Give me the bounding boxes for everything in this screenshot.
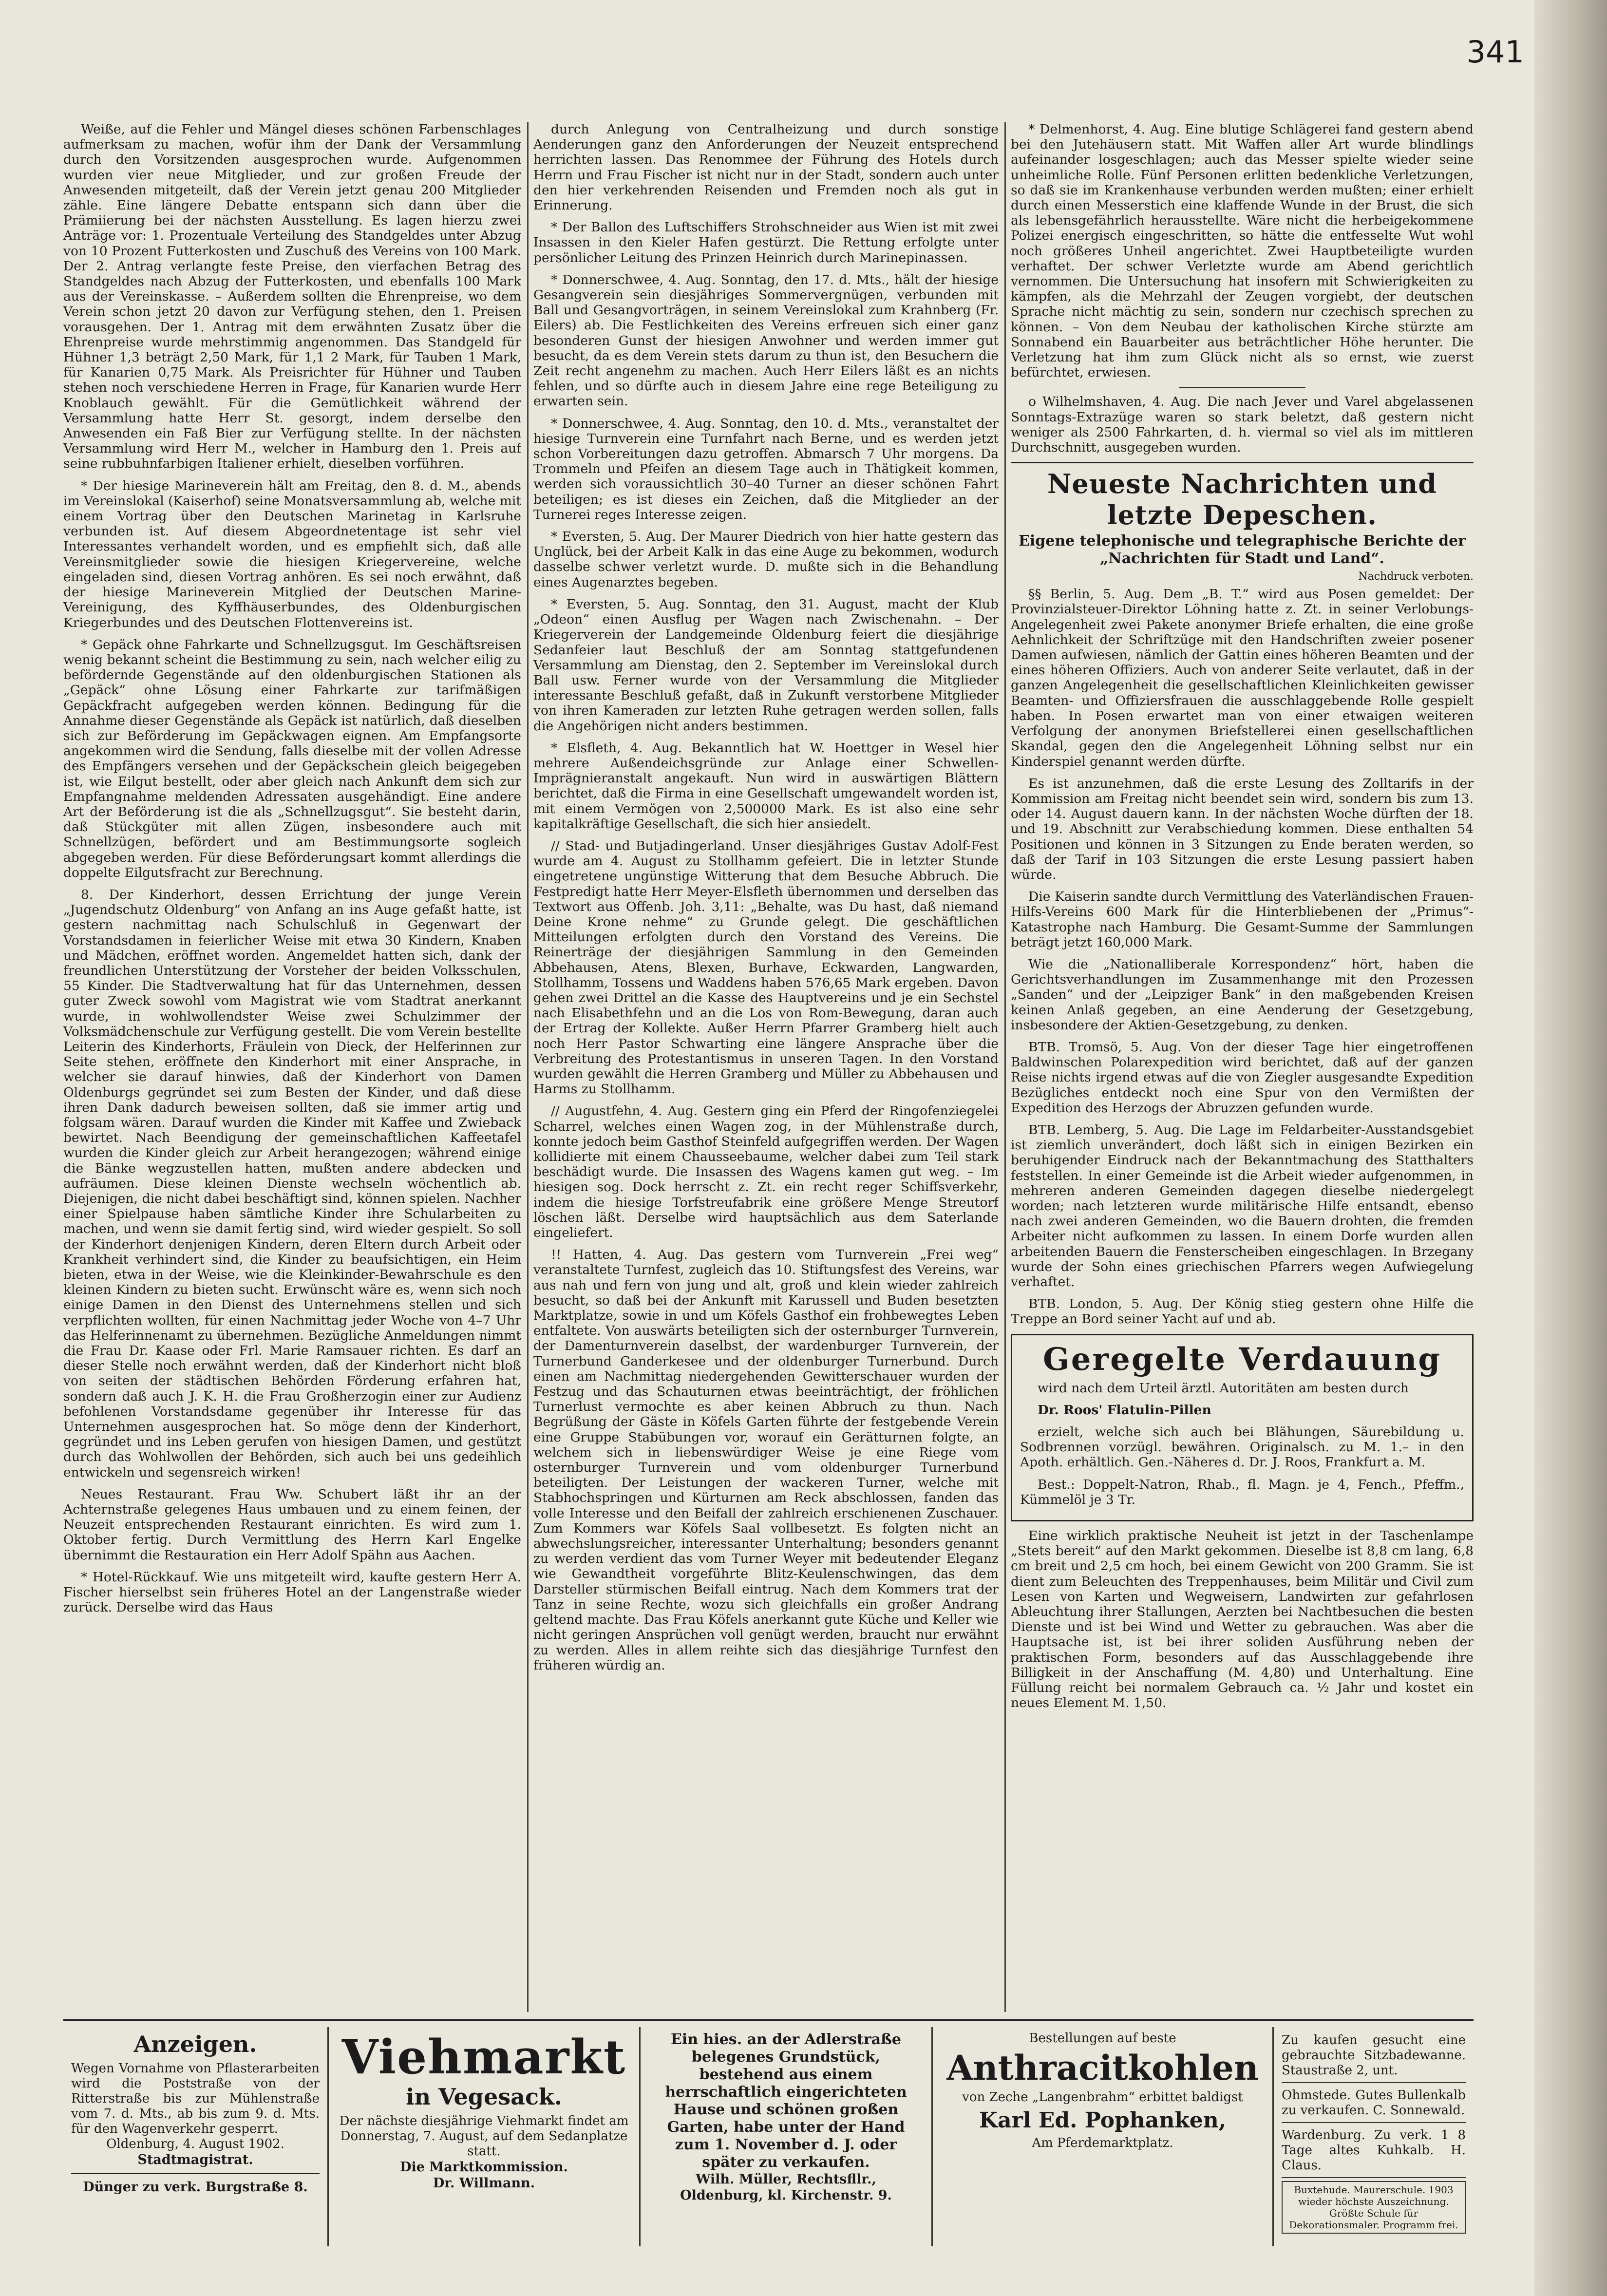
news-subhead: Eigene telephonische und telegraphische Berichte der „Nachrichten für Stadt und Land“. (1019, 532, 1466, 568)
article: * Der Ballon des Luftschiffers Strohschneider aus Wien ist mit zwei Insassen in den Kieler Hafen gestürzt. Die Rettung erfolgte unter persönlicher Leitung des Prinzen Heinrich durch Marinepinassen. (533, 220, 999, 266)
ad-text: Wegen Vornahme von Pflasterarbeiten wird die Poststraße von der Ritterstraße bis zur Mühlenstraße vom 7. d. Mts., ab bis zum 9. d. Mts. für den Wagenverkehr gesperrt. (71, 2061, 320, 2136)
article: * Der hiesige Marineverein hält am Freitag, den 8. d. M., abends im Vereinslokal (Kaiserhof) seine Monatsversammlung ab, welche mit einem Vortrag über den Deutschen Marinetag in Karlsruhe verbunden ist. Auf diesem Abgeordnetentage ist sehr viel Interessantes verhandelt worden, und es empfiehlt sich, daß alle Vereinsmitglieder sowie die hiesigen Kriegervereine, welche eingeladen sind, diesen Vortrag anhören. Es sei noch erwähnt, daß der hiesige Marineverein Mitglied der Deutschen Marine-Vereinigung, des Kyffhäuserbundes, des Oldenburgischen Kriegerbundes und des Deutschen Flottenvereins ist. (63, 478, 521, 630)
news-item: Die Kaiserin sandte durch Vermittlung des Vaterländischen Frauen-Hilfs-Vereins 600 Mark für die Hinterbliebenen der „Primus“-Katastrophe nach Hamburg. Die Gesamt-Summe der Sammlungen beträgt jetzt 160,000 Mark. (1011, 889, 1474, 950)
news-item: BTB. London, 5. Aug. Der König stieg gestern ohne Hilfe die Treppe an Bord seiner Yacht auf und ab. (1011, 1296, 1474, 1327)
ad-signature: Stadtmagistrat. (137, 2152, 253, 2167)
news-item: Es ist anzunehmen, daß die erste Lesung des Zolltarifs in der Kommission am Freitag nicht beendet sein wird, sondern bis zum 13. oder 14. August dauern kann. In der nächsten Woche dürften der 18. und 19. Abschnitt zur Verabschiedung kommen. Diese enthalten 54 Positionen und können in 3 Sitzungen zu Ende beraten werden, so daß der Tarif in 103 Sitzungen die erste Lesung passiert haben würde. (1011, 776, 1474, 882)
classified-item: Buxtehude. Maurerschule. 1903 wieder höchste Auszeichnung. Größte Schule für Dekorationsmaler. Programm frei. (1289, 2184, 1458, 2231)
news-headline: Neueste Nachrichten und letzte Depeschen. (1047, 468, 1437, 531)
ad-viehmarkt (329, 2027, 641, 2246)
column-rule (527, 122, 529, 2012)
ad-small: Dünger zu verk. Burgstraße 8. (83, 2180, 308, 2195)
ads-row (63, 2019, 1474, 2250)
article: * Elsfleth, 4. Aug. Bekanntlich hat W. Hoettger in Wesel hier mehrere Außendeichsgründe zur Anlage einer Schwellen-Imprägnieranstalt angekauft. Nun wird in auswärtigen Blättern berichtet, daß die Firma in eine Gesellschaft umgewandelt worden ist, mit einem Vermögen von 2,500000 Mark. Es ist also eine sehr kapitalkräftige Gesellschaft, die sich hier ansiedelt. (533, 740, 999, 832)
ad-text: Bestellungen auf beste (1029, 2031, 1176, 2046)
article: * Eversten, 5. Aug. Sonntag, den 31. August, macht der Klub „Odeon“ einen Ausflug per Wagen nach Zwischenahn. – Der Kriegerverein der Landgemeinde Oldenburg feiert die diesjährige Sedanfeier laut Beschluß der am Sonntag stattgefundenen Versammlung am Dienstag, den 2. September im Vereinslokal durch Ball usw. Ferner wurde von der Versammlung die Mitglieder interessante Beschluß gefaßt, daß in Zukunft verstorbene Mitglieder von ihren Kameraden zur letzten Ruhe getragen werden sollen, falls die Angehörigen nicht anders bestimmen. (533, 596, 999, 734)
column-1 (63, 122, 521, 2012)
article: Weiße, auf die Fehler und Mängel dieses schönen Farbenschlages aufmerksam zu machen, wofür ihm der Dank der Versammlung durch den Vorsitzenden ausgesprochen wurde. Aufgenommen wurden vier neue Mitglieder, und zur großen Freude der Anwesenden mitgeteilt, daß der Verein jetzt genau 200 Mitglieder zähle. Eine längere Debatte entspann sich dann über die Prämiierung bei der nächsten Ausstellung. Es lagen hierzu zwei Anträge vor: 1. Prozentuale Verteilung des Standgeldes unter Abzug von 10 Prozent Futterkosten und Zuschuß des Vereins von 100 Mark. Der 2. Antrag verlangte feste Preise, den vierfachen Betrag des Standgeldes nach Abzug der Futterkosten, und ebenfalls 100 Mark aus der Vereinskasse. – Außerdem sollten die Ehrenpreise, wo dem Verein schon jetzt 20 davon zur Verfügung stehen, den 1. Preisen vorausgehen. Der 1. Antrag mit dem erwähnten Zusatz über die Ehrenpreise wurde mehrstimmig angenommen. Das Standgeld für Hühner 1,3 beträgt 2,50 Mark, für 1,1 2 Mark, für Tauben 1 Mark, für Kanarien 0,75 Mark. Als Preisrichter für Hühner und Tauben stehen noch verschiedene Herren in Frage, für Kanarien wurde Herr Knoblauch gewählt. Für die Gemütlichkeit während der Versammlung hatte Herr St. gesorgt, indem derselbe den Anwesenden ein Faß Bier zur Verfügung stellte. In der nächsten Versammlung wird Herr M., welcher in Hamburg den 1. Preis auf seine rubbuhnfarbigen Italiener erhielt, dieselben vorführen. (63, 122, 521, 472)
article: * Eversten, 5. Aug. Der Maurer Diedrich von hier hatte gestern das Unglück, bei der Arbeit Kalk in das eine Auge zu bekommen, wodurch dasselbe schwer verletzt wurde. D. mußte sich in die Behandlung eines Augenarztes begeben. (533, 529, 999, 590)
article: * Delmenhorst, 4. Aug. Eine blutige Schlägerei fand gestern abend bei den Jutehäusern statt. Mit Waffen aller Art wurde blindlings aufeinander losgeschlagen; auch das Messer spielte wieder seine unheimliche Rolle. Fünf Personen erlitten bedenkliche Verletzungen, so daß sie im Krankenhause verbunden werden mußten; einer erhielt durch einen Messerstich eine klaffende Wunde in der Brust, die sich als lebensgefährlich herausstellte. Wäre nicht die herbeigekommene Polizei energisch eingeschritten, so hätte die entfesselte Wut wohl noch größeres Unheil angerichtet. Zwei Hauptbeteiligte wurden verhaftet. Der schwer Verletzte wurde am Abend gerichtlich vernommen. Die Untersuchung hat insofern mit Schwierigkeiten zu kämpfen, als die Mehrzahl der Zeugen vorgiebt, der deutschen Sprache nicht mächtig zu sein, sondern nur czechisch sprechen zu können. – Von dem Neubau der katholischen Kirche stürzte am Sonnabend ein Bauarbeiter aus beträchtlicher Höhe herunter. Die Verletzung hat ihm zum Glück nicht als so ernst, wie zuerst befürchtet, erwiesen. (1011, 122, 1474, 380)
short-rule (1179, 387, 1305, 388)
news-item: §§ Berlin, 5. Aug. Dem „B. T.“ wird aus Posen gemeldet: Der Provinzialsteuer-Direktor Löhning hatte z. Zt. in seiner Verlobungs-Angelegenheit zwei Pakete anonymer Briefe erhalten, die eine große Aehnlichkeit der Schriftzüge mit den Handschriften zweier posener Damen aufwiesen, nämlich der Gattin eines höheren Beamten und der eines höheren Offiziers. Auch von anderer Seite verlautet, daß in der ganzen Angelegenheit die gesellschaftlichen Kleinlichkeiten gewisser Beamten- und Offiziersfrauen die ausschlaggebende Rolle gespielt haben. In Posen erwartet man von einer etwaigen weiteren Verfolgung der anonymen Briefstellerei einen gesellschaftlichen Skandal, gegen den die Angelegenheit Löhning selbst nur ein Kinderspiel genannt werden dürfte. (1011, 587, 1474, 769)
ad-text: Ein hies. an der Adlerstraße belegenes Grundstück, bestehend aus einem herrschaftlich eingerichteten Hause und schönen großen Garten, habe unter der Hand zum 1. November d. J. oder später zu verkaufen. (665, 2031, 907, 2171)
column-rule (1004, 122, 1006, 2012)
article: // Stad- und Butjadingerland. Unser diesjähriges Gustav Adolf-Fest wurde am 4. August zu Stollhamm gefeiert. Die in letzter Stunde eingetretene ungünstige Witterung that dem Besuche Abbruch. Die Festpredigt hatte Herr Meyer-Elsfleth übernommen und derselben das Textwort aus Offenb. Joh. 3,11: „Behalte, was Du hast, daß niemand Deine Krone nehme“ zu Grunde gelegt. Die geschäftlichen Mitteilungen erfolgten durch den Vorstand des Vereins. Die Reinerträge der diesjährigen Sammlung in den Gemeinden Abbehausen, Atens, Blexen, Burhave, Eckwarden, Langwarden, Stollhamm, Tossens und Waddens haben 576,65 Mark ergeben. Davon gehen zwei Drittel an die Kasse des Hauptvereins und je ein Sechstel nach Elisabethfehn und an die Los von Rom-Bewegung, daran auch der Ertrag der Kollekte. Außer Herrn Pfarrer Gramberg hielt auch noch Herr Pastor Schwarting eine längere Ansprache über die Verbreitung des Protestantismus in unseren Tagen. In den Vorstand wurden gewählt die Herren Gramberg und Müller zu Abbehausen und Harms zu Stollhamm. (533, 838, 999, 1097)
ad-kohlen (933, 2027, 1274, 2246)
article: Eine wirklich praktische Neuheit ist jetzt in der Taschenlampe „Stets bereit“ auf den Markt gekommen. Dieselbe ist 8,8 cm lang, 6,8 cm breit und 2,5 cm hoch, bei einem Gewicht von 200 Gramm. Sie ist dient zum Beleuchten des Treppenhauses, beim Militär und Civil zum Lesen von Karten und Wegweisern, Landwirten zur gefahrlosen Ableuchtung ihrer Stallungen, Aerzten bei Nachtbesuchen die besten Dienste und ist bei Wind und Wetter zu gebrauchen. Was aber die Hauptsache ist, ist bei ihrer soliden Ausführung neben der praktischen Form, besonders auf das Ausschlaggebende ihre Billigkeit in der Anschaffung (M. 4,80) und Unterhaltung. Eine Füllung reicht bei normalem Gebrauch ca. ½ Jahr und kostet ein neues Element M. 1,50. (1011, 1528, 1474, 1711)
page-edge (1534, 0, 1607, 2296)
news-item: BTB. Lemberg, 5. Aug. Die Lage im Feldarbeiter-Ausstandsgebiet ist ziemlich unverändert, doch läßt sich in einigen Bezirken ein beruhigender Eindruck nach der Bekanntmachung des Statthalters feststellen. In einer Gemeinde ist die Arbeit wieder aufgenommen, in mehreren anderen Gemeinden dagegen dieselbe niedergelegt worden; nach letzteren wurde militärische Hilfe entsandt, ebenso nach zwei anderen Gemeinden, wo die Bauern drohten, die fremden Arbeiter nicht aufkommen zu lassen. In einem Dorfe wurden allen arbeitenden Bauern die Fensterscheiben eingeschlagen. In Brzegany wurde der Sohn eines griechischen Pfarrers wegen Aufwiegelung verhaftet. (1011, 1122, 1474, 1290)
ad-text: Der nächste diesjährige Viehmarkt findet am Donnerstag, 7. August, auf dem Sedanplatze statt. (339, 2114, 629, 2159)
ad-title: Anthracitkohlen (946, 2048, 1259, 2088)
ad-signature: Dr. Willmann. (433, 2176, 535, 2191)
classified-item: Zu kaufen gesucht eine gebrauchte Sitzbadewanne. Staustraße 2, unt. (1282, 2031, 1466, 2083)
advert-text: wird nach dem Urteil ärztl. Autoritäten am besten durch (1038, 1380, 1409, 1396)
advert-brand: Dr. Roos' Flatulin-Pillen (1038, 1402, 1211, 1418)
section-rule (1011, 462, 1474, 463)
reprint-notice: Nachdruck verboten. (1358, 570, 1474, 583)
article: * Donnerschwee, 4. Aug. Sonntag, den 17. d. Mts., hält der hiesige Gesangverein sein diesjähriges Sommervergnügen, verbunden mit Ball und Gesangvorträgen, in seinem Vereinslokal zum Krahnberg (Fr. Eilers) ab. Die Festlichkeiten des Vereins erfreuen sich einer ganz besonderen Gunst der hiesigen Anwohner und werden immer gut besucht, da es dem Verein stets darum zu thun ist, den Besuchern die Zeit recht angenehm zu machen. Auch Herr Eilers läßt es an nichts fehlen, und so dürfte auch in diesem Jahre eine rege Beteiligung zu erwarten sein. (533, 272, 999, 409)
advert-text: erzielt, welche sich auch bei Blähungen, Säurebildung u. Sodbrennen vorzügl. bewähren. Originalsch. zu M. 1.– in den Apoth. erhältlich. Gen.-Näheres d. Dr. J. Roos, Frankfurt a. M. (1020, 1424, 1464, 1470)
advert-verdauung (1011, 1334, 1474, 1521)
ad-title: Anzeigen. (133, 2031, 257, 2057)
ad-rule (71, 2173, 320, 2174)
advert-title: Geregelte Verdauung (1043, 1341, 1441, 1378)
page-number: 341 (1466, 34, 1524, 70)
ad-address: Oldenburg, kl. Kirchenstr. 9. (680, 2188, 892, 2203)
article: durch Anlegung von Centralheizung und durch sonstige Aenderungen ganz den Anforderungen der Neuzeit entsprechend herrichten lassen. Das Renommee der Führung des Hotels durch Herrn und Frau Fischer ist nicht nur in der Stadt, sondern auch unter den hier verkehrenden Reisenden und Fremden noch als gut in Erinnerung. (533, 122, 999, 213)
article: * Hotel-Rückkauf. Wie uns mitgeteilt wird, kaufte gestern Herr A. Fischer hierselbst sein früheres Hotel an der Langenstraße wieder zurück. Derselbe wird das Haus (63, 1569, 521, 1615)
ad-text: von Zeche „Langenbrahm“ erbittet baldigst (962, 2090, 1243, 2105)
ad-classifieds (1274, 2027, 1474, 2246)
ad-name: Karl Ed. Pophanken, (979, 2108, 1227, 2133)
article: o Wilhelmshaven, 4. Aug. Die nach Jever und Varel abgelassenen Sonntags-Extrazüge waren so stark beletzt, daß gestern nicht weniger als 2500 Fahrkarten, d. h. viermal so viel als im mittleren Durchschnitt, ausgegeben wurden. (1011, 394, 1474, 455)
article: * Donnerschwee, 4. Aug. Sonntag, den 10. d. Mts., veranstaltet der hiesige Turnverein eine Turnfahrt nach Berne, und es werden jetzt schon Vorbereitungen dazu getroffen. Abmarsch 7 Uhr morgens. Da Trommeln und Pfeifen an diesem Tage auch in Thätigkeit kommen, werden sich voraussichtlich 30–40 Turner an dieser schönen Fahrt beteiligen; es ist dieses ein Zeichen, daß die Mitglieder an der Turnerei reges Interesse zeigen. (533, 416, 999, 522)
article: !! Hatten, 4. Aug. Das gestern vom Turnverein „Frei weg“ veranstaltete Turnfest, zugleich das 10. Stiftungsfest des Vereins, war aus nah und fern von jung und alt, groß und klein wieder zahlreich besucht, so daß bei der Ankunft mit Karussell und Buden besetzten Marktplatze, sowie in und um Köfels Gasthof ein frohbewegtes Leben entfaltete. Von auswärts beteiligten sich der osternburger Turnverein, der Damenturnverein daselbst, der wardenburger Turnverein, der Turnerbund Ganderkesee und der oldenburger Turnerbund. Durch einen am Nachmittag niedergehenden Gewitterschauer wurden der Festzug und das Schauturnen etwas beeinträchtigt, der fröhlichen Turnerlust vermochte es aber keinen Abbruch zu thun. Nach Begrüßung der Gäste in Köfels Garten führte der festgebende Verein eine Gruppe Stabübungen vor, worauf ein Gerätturnen folgte, an welchem sich in liebenswürdiger Weise je eine Riege vom osternburger Turnverein und vom oldenburger Turnerbund beteiligten. Der Leistungen der wackeren Turner, welche mit Stabhochspringen und Kürturnen am Reck abschlossen, fanden das volle Interesse und den Beifall der zahlreich erschienenen Zuschauer. Zum Kommers war Köfels Saal vollbesetzt. Es folgten nicht an abwechslungsreicher, interessanter Unterhaltung; besonders genannt zu werden verdient das vom Turner Weyer mit bedeutender Eleganz wie Gewandtheit vorgeführte Blitz-Keulenschwingen, das dem Darsteller stürmischen Beifall eintrug. Nach dem Kommers trat der Tanz in seine Rechte, wozu sich gleichfalls ein großer Andrang geltend machte. Das Frau Köfels anerkannt gute Küche und Keller wie nicht geringen Ansprüchen voll genügt werden, braucht nur erwähnt zu werden. Alles in allem reihte sich das diesjährige Turnfest den früheren würdig an. (533, 1247, 999, 1673)
classified-box (1282, 2181, 1466, 2234)
column-3 (1011, 122, 1474, 2012)
article: Neues Restaurant. Frau Ww. Schubert läßt ihr an der Achternstraße gelegenes Haus umbauen und zu einem feinen, der Neuzeit entsprechenden Restaurant einrichten. Es wird zum 1. Oktober fertig. Durch Vermittlung des Herrn Karl Engelke übernimmt die Restauration ein Herr Adolf Spähn aus Aachen. (63, 1486, 521, 1563)
ad-address: Am Pferdemarktplatz. (1032, 2136, 1173, 2150)
ad-anzeigen (63, 2027, 329, 2246)
classified-item: Wardenburg. Zu verk. 1 8 Tage altes Kuhkalb. H. Claus. (1282, 2126, 1466, 2178)
ad-signature: Wilh. Müller, Rechtsfllr., (696, 2172, 876, 2187)
article: // Augustfehn, 4. Aug. Gestern ging ein Pferd der Ringofenziegelei Scharrel, welches einen Wagen zog, in der Mühlenstraße durch, konnte jedoch beim Gasthof Steinfeld aufgegriffen werden. Der Wagen kollidierte mit einem Chausseebaume, welcher dabei zum Teil stark beschädigt wurde. Die Insassen des Wagens kamen gut weg. – Im hiesigen sog. Dock herrscht z. Zt. ein recht reger Schiffsverkehr, indem die hiesige Torfstreufabrik eine größere Menge Streutorf löschen läßt. Derselbe wird hauptsächlich aus dem Saterlande eingeliefert. (533, 1103, 999, 1241)
ad-grundstueck (641, 2027, 933, 2246)
news-item: BTB. Tromsö, 5. Aug. Von der dieser Tage hier eingetroffenen Baldwinschen Polarexpedition wird berichtet, daß auf der ganzen Reise nichts irgend etwas auf die von Ziegler ausgesandte Expedition Bezügliches entdeckt noch eine Spur von den Vermißten der Expedition des Herzogs der Abruzzen gefunden wurde. (1011, 1039, 1474, 1116)
ad-date: Oldenburg, 4. August 1902. (106, 2137, 284, 2151)
ad-signature: Die Marktkommission. (400, 2160, 568, 2175)
classified-item: Ohmstede. Gutes Bullenkalb zu verkaufen. C. Sonnewald. (1282, 2086, 1466, 2123)
ad-place: in Vegesack. (406, 2084, 562, 2110)
article: 8. Der Kinderhort, dessen Errichtung der junge Verein „Jugendschutz Oldenburg“ von Anfang an ins Auge gefaßt hatte, ist gestern nachmittag nach Schulschluß in Gegenwart der Vorstandsdamen in feierlicher Weise mit etwa 30 Kindern, Knaben und Mädchen, eröffnet worden. Angemeldet hatten sich, dank der freundlichen Unterstützung der Vorsteher der beiden Volksschulen, 55 Kinder. Die Stadtverwaltung hat für das Unternehmen, dessen guter Zweck sowohl vom Magistrat wie vom Stadtrat anerkannt wurde, in wohlwollendster Weise zwei Schulzimmer der Volksmädchenschule zur Verfügung gestellt. Die vom Verein bestellte Leiterin des Kinderhorts, Fräulein von Dieck, der Helferinnen zur Seite stehen, eröffnete den Kinderhort mit einer Ansprache, in welcher sie darauf hinwies, daß der Kinderhort von Damen Oldenburgs gegründet sei zum Besten der Kinder, und daß diese ihren Dank dadurch beweisen sollten, daß sie immer artig und folgsam wären. Darauf wurden die Kinder mit Kaffee und Zwieback bewirtet. Nach Beendigung der gemeinschaftlichen Kaffeetafel wurden die Kinder gleich zur Arbeit herangezogen; während einige die Bänke wegzustellen hatten, mußten andere abdecken und aufräumen. Diese kleinen Dienste wechseln wöchentlich ab. Diejenigen, die nicht dabei beschäftigt sind, können spielen. Nachher einer Spielpause haben sämtliche Kinder ihre Schularbeiten zu machen, und wenn sie damit fertig sind, wird wieder gespielt. So soll der Kinderhort denjenigen Kindern, deren Eltern durch Arbeit oder Krankheit verhindert sind, die Kinder zu beaufsichtigen, ein Heim bieten, etwa in der Weise, wie die Kleinkinder-Bewahrschule es den kleinen Kindern zu bieten sucht. Erwünscht wäre es, wenn sich noch einige Damen in den Dienst des Unternehmens stellen und sich verpflichten wollten, für einen Nachmittag jeder Woche von 4–7 Uhr das Helferinnenamt zu übernehmen. Bezügliche Anmeldungen nimmt die Frau Dr. Kaase oder Frl. Marie Ramsauer richten. Es darf an dieser Stelle noch erwähnt werden, daß der Kinderhort nicht bloß von seiten der städtischen Behörden Förderung erfahren hat, sondern daß auch J. K. H. die Frau Großherzogin einer zur Audienz befohlenen Vorstandsdame gegenüber ihr Interesse für das Unternehmen ausgesprochen hat. So möge denn der Kinderhort, gegründet und ins Leben gerufen von hiesigen Damen, und gestützt durch das Wohlwollen der Behörden, sich auch bei uns gedeihlich entwickeln und segensreich wirken! (63, 887, 521, 1480)
advert-ingredients: Best.: Doppelt-Natron, Rhab., fl. Magn. je 4, Fench., Pfeffm., Kümmelöl je 3 Tr. (1020, 1477, 1464, 1507)
news-item: Wie die „Nationalliberale Korrespondenz“ hört, haben die Gerichtsverhandlungen im Zusammenhange mit den Prozessen „Sanden“ und der „Leipziger Bank“ in den maßgebenden Kreisen keinen Anlaß gegeben, an eine Aenderung der Gesetzgebung, insbesondere der Aktien-Gesetzgebung, zu denken. (1011, 956, 1474, 1033)
ad-title: Viehmarkt (341, 2030, 626, 2085)
column-2 (533, 122, 999, 2012)
article: * Gepäck ohne Fahrkarte und Schnellzugsgut. Im Geschäftsreisen wenig bekannt scheint die Bestimmung zu sein, nach welcher eilig zu befördernde Gegenstände auf den oldenburgischen Stationen als „Gepäck“ ohne Lösung einer Fahrkarte zur tarifmäßigen Gepäckfracht aufgegeben werden können. Bedingung für die Annahme dieser Gegenstände als Gepäck ist natürlich, daß dieselben sich zur Beförderung im Gepäckwagen eignen. Am Empfangsorte angekommen wird die Sendung, falls dieselbe mit der vollen Adresse des Empfängers versehen und der Gepäckschein gleich beigegeben ist, wie Eilgut bestellt, oder aber gleich nach Ankunft dem sich zur Empfangnahme meldenden Adressaten ausgehändigt. Eine andere Art der Beförderung ist die als „Schnellzugsgut“. Sie besteht darin, daß Stückgüter mit allen Zügen, insbesondere auch mit Schnellzügen, befördert und am Bestimmungsorte sogleich abgegeben werden. Für diese Beförderungsart kommt allerdings die doppelte Eilgutsfracht zur Berechnung. (63, 637, 521, 880)
